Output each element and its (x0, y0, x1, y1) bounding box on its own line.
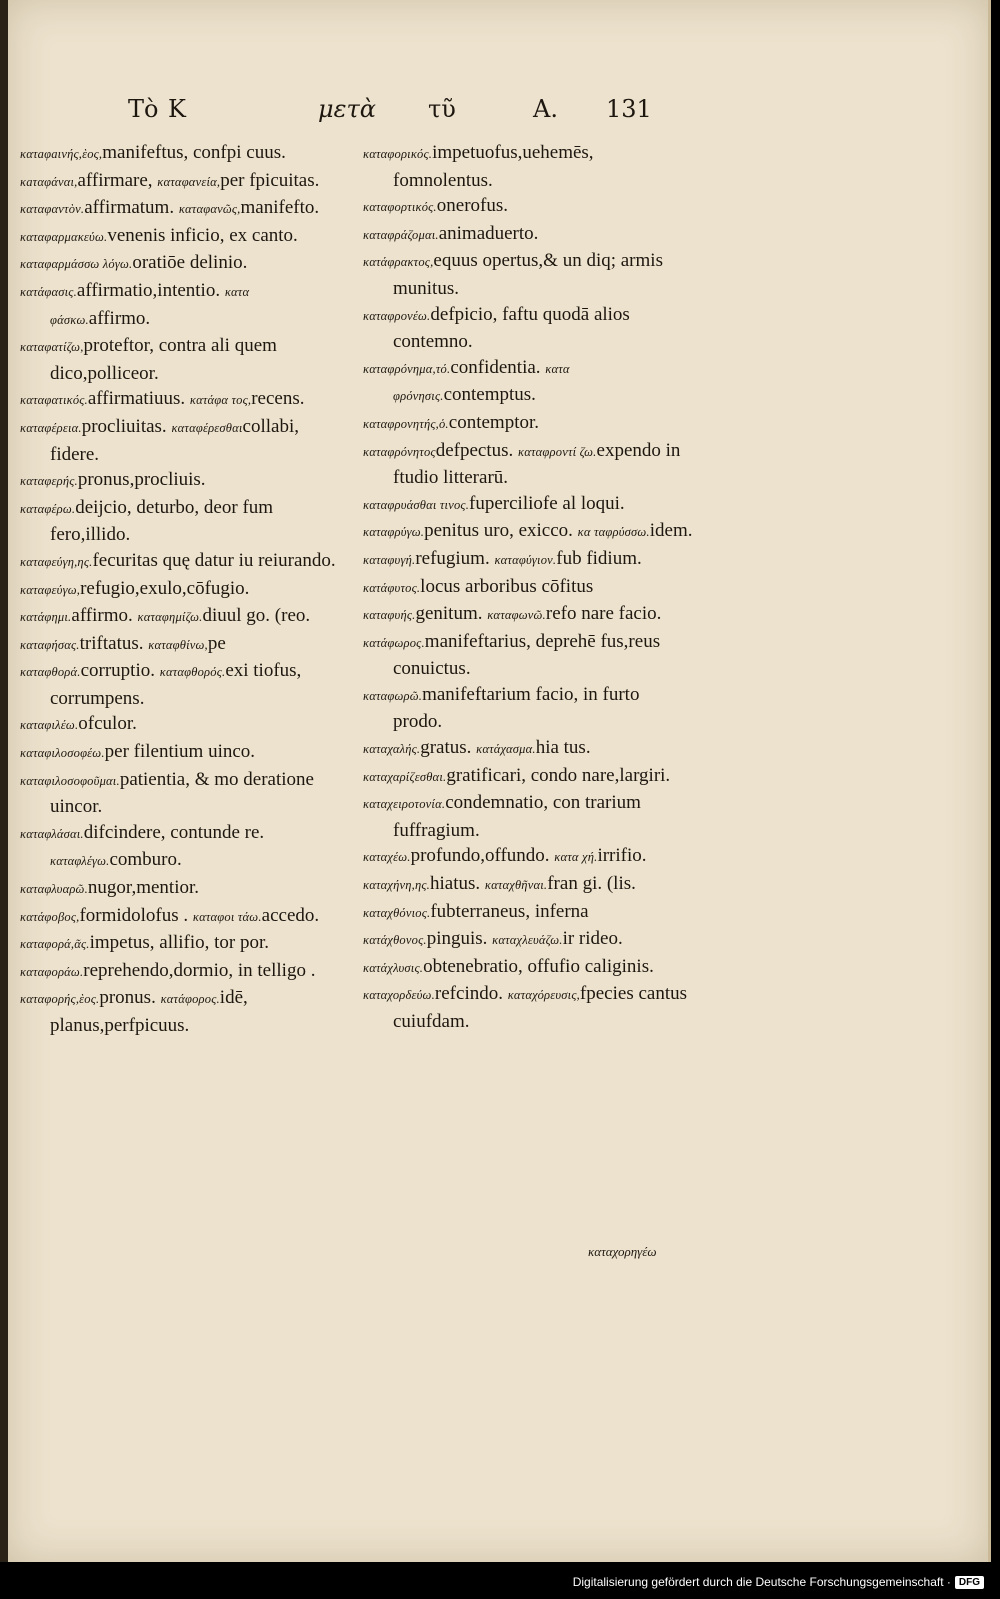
entry-headword: καταφωνῶ. (487, 608, 546, 623)
entry-gloss: pe (207, 632, 226, 654)
dictionary-entry (20, 548, 350, 576)
dictionary-entry (20, 414, 350, 467)
footer-text: Digitalisierung gefördert durch die Deutsche Forschungsgemeinschaft · (572, 1575, 951, 1589)
entry-gloss: fub fidium. (556, 547, 642, 569)
entry-headword: καταφιλέω. (20, 718, 79, 733)
dictionary-entry (363, 629, 693, 682)
entry-gloss: per filentium uinco. (104, 741, 256, 763)
catchword: καταχορηγέω (588, 1244, 657, 1259)
entry-gloss: impetus, allifio, tor por. (89, 932, 270, 954)
dictionary-entry (20, 631, 350, 659)
header-right2: A. (533, 95, 558, 123)
dfg-logo: DFG (955, 1576, 984, 1589)
left-column (20, 140, 350, 1039)
entry-gloss: manifeftarium facio, in furto prodo. (393, 683, 640, 733)
entry-gloss: procliuitas. (81, 415, 167, 437)
entry-gloss: affirmatio,intentio. (76, 279, 221, 301)
entry-gloss: exi tiofus, corrumpens. (50, 660, 302, 709)
entry-gloss: affirmo. (71, 605, 133, 627)
entry-headword: καταφημίζω. (137, 610, 203, 625)
entry-headword: καταφανεία, (157, 174, 221, 189)
entry-gloss: triftatus. (79, 632, 144, 654)
entry-headword: καταχθῆναι. (484, 878, 548, 893)
entry-headword: καταφορτικός. (363, 200, 437, 215)
dictionary-entry (363, 221, 693, 249)
entry-gloss: per fpicuitas. (220, 169, 320, 191)
entry-gloss: gratificari, condo nare,largiri. (446, 764, 671, 786)
dictionary-entry (363, 926, 693, 954)
entry-gloss: impetuofus,uehemēs, fomnolentus. (393, 142, 594, 191)
entry-gloss: animaduerto. (438, 222, 539, 244)
entry-headword: κατα φάσκω. (50, 284, 250, 327)
dictionary-entry (363, 193, 693, 221)
dictionary-entry (363, 491, 693, 519)
dictionary-entry (20, 278, 350, 333)
entry-gloss: manifefto. (240, 197, 320, 219)
entry-headword: καταφθορός. (159, 665, 226, 680)
entry-gloss: defpicio, faftu quodā alios contemno. (393, 303, 630, 353)
entry-headword: καταφιλοσοφέω. (20, 746, 105, 761)
dictionary-entry (363, 735, 693, 763)
entry-headword: καταφρονητής,ὁ. (363, 416, 449, 431)
dictionary-entry (20, 250, 350, 278)
header-mid: μετὰ (318, 95, 376, 123)
entry-gloss: affirmare, (77, 169, 153, 191)
entry-headword: κατάφοβος, (20, 909, 80, 924)
entry-headword: κατάχθονος. (363, 933, 427, 948)
header-left1: Τὸ (128, 95, 159, 123)
dictionary-entry (20, 386, 350, 414)
entry-headword: καταφατίζω, (20, 340, 84, 355)
entry-gloss: penitus uro, exicco. (424, 520, 573, 542)
entry-gloss: contemptus. (443, 384, 536, 406)
entry-headword: καταφθίνω, (148, 637, 208, 652)
page-number: 131 (606, 95, 652, 123)
dictionary-entry (20, 820, 350, 875)
dictionary-entry (20, 495, 350, 548)
dictionary-entry (20, 603, 350, 631)
entry-gloss: refo nare facio. (545, 603, 662, 625)
dictionary-entry (20, 195, 350, 223)
entry-headword: καταφοι τάω. (192, 909, 262, 924)
entry-gloss: reprehendo,dormio, in telligo . (83, 959, 316, 981)
entry-headword: καταφρυάσθαι τινος. (363, 497, 470, 512)
entry-headword: καταφράζομαι. (363, 227, 439, 242)
entry-gloss: pronus. (99, 987, 156, 1009)
entry-gloss: defpectus. (435, 439, 514, 461)
entry-headword: καταφρύγω. (363, 525, 425, 540)
entry-headword: καταφύγιον. (494, 552, 557, 567)
entry-headword: καταφατικός. (20, 393, 88, 408)
dictionary-entry (363, 843, 693, 871)
entry-gloss: fran gi. (lis. (547, 873, 636, 895)
entry-gloss: refcindo. (434, 983, 503, 1005)
dictionary-entry (363, 954, 693, 982)
dictionary-entry (20, 658, 350, 711)
entry-headword: καταφυγή. (363, 552, 416, 567)
dictionary-entry (20, 958, 350, 986)
entry-gloss: onerofus. (436, 195, 508, 217)
dictionary-entry (20, 739, 350, 767)
entry-headword: καταφορά,ᾶς. (20, 937, 90, 952)
entry-headword: κατaφaινής,ὲος, (20, 147, 103, 161)
entry-gloss: affirmatum. (84, 197, 175, 219)
dictionary-entry (20, 985, 350, 1038)
dictionary-entry (363, 248, 693, 301)
entry-gloss: oratiōe delinio. (132, 252, 248, 274)
running-header (128, 95, 688, 135)
entry-headword: καταφρόνητος (363, 444, 436, 459)
entry-gloss: diuul go. (reo. (202, 605, 311, 627)
dictionary-entry (363, 763, 693, 791)
entry-headword: καταφορής,ὲος. (20, 992, 100, 1007)
entry-headword: καταφυής. (363, 608, 416, 623)
entry-gloss: locus arboribus cōfitus (420, 575, 594, 597)
dictionary-entry (20, 467, 350, 495)
entry-gloss: pronus,procliuis. (77, 469, 206, 491)
entry-headword: καταφωρῶ. (363, 688, 423, 703)
entry-gloss: contemptor. (448, 411, 539, 433)
entry-gloss: equus opertus,& un diq; armis munitus. (393, 250, 663, 299)
entry-gloss: fubterraneus, inferna (430, 900, 589, 922)
entry-headword: κaταφάναι, (20, 174, 78, 189)
entry-headword: καταχαλής. (363, 742, 421, 757)
entry-headword: κατάφρακτος, (363, 255, 434, 270)
entry-headword: κατάφα τος, (189, 393, 252, 408)
dictionary-entry (363, 302, 693, 355)
entry-headword: καταχαρίζεσθαι. (363, 769, 447, 784)
entry-headword: καταφαρμακεύω. (20, 229, 108, 244)
dictionary-entry (20, 903, 350, 931)
dictionary-entry (363, 871, 693, 899)
entry-headword: καταφέρεια. (20, 420, 82, 435)
entry-headword: κα ταφρύσσω. (577, 525, 650, 540)
dictionary-entry (20, 333, 350, 386)
dictionary-entry (20, 767, 350, 820)
header-right1: τῦ (428, 95, 456, 123)
entry-headword: καταφερής. (20, 474, 78, 489)
entry-headword: καταφροντί ζω. (518, 444, 597, 459)
entry-gloss: idē, planus,perfpicuus. (50, 987, 248, 1036)
dictionary-entry (363, 574, 693, 602)
entry-headword: καταφανῶς, (178, 202, 241, 217)
entry-gloss: formidolofus . (79, 904, 189, 926)
entry-gloss: irrifio. (597, 845, 647, 867)
entry-gloss: pinguis. (426, 928, 488, 950)
dictionary-entry (20, 223, 350, 251)
dictionary-entry (20, 875, 350, 903)
dictionary-entry (363, 981, 693, 1034)
entry-gloss: hiatus. (429, 873, 481, 895)
entry-gloss: expendo in ftudio litterarū. (393, 439, 681, 489)
entry-headword: καταφήσας. (20, 637, 80, 652)
entry-headword: καταφεύγη,ης. (20, 554, 93, 569)
entry-gloss: refugium. (415, 547, 490, 569)
entry-gloss: collabi, fidere. (50, 415, 299, 465)
entry-gloss: fpecies cantus cuiufdam. (393, 983, 688, 1032)
entry-gloss: venenis inficio, ex canto. (107, 224, 298, 246)
entry-headword: καταφρόνημα,τό. (363, 361, 451, 376)
entry-headword: καταχόρευσις, (507, 988, 580, 1003)
entry-headword: καταφέρεσθαι (171, 420, 243, 435)
entry-headword: καταφεύγω, (20, 582, 81, 597)
entry-headword: καταφρονέω. (363, 308, 431, 323)
entry-gloss: affirmatiuus. (87, 388, 186, 410)
entry-headword: κατάφημι. (20, 610, 72, 625)
right-column (363, 140, 693, 1035)
entry-gloss: manifeftus, confpi cuus. (102, 142, 286, 163)
entry-gloss: obtenebratio, offufio caliginis. (423, 955, 654, 977)
entry-headword: καταφλυαρῶ. (20, 882, 88, 897)
dictionary-entry (363, 682, 693, 735)
dictionary-entry (363, 546, 693, 574)
entry-headword: καταχέω. (363, 850, 411, 865)
dictionary-entry (363, 790, 693, 843)
entry-headword: καταφθορά. (20, 665, 81, 680)
dictionary-entry (20, 711, 350, 739)
entry-gloss: proteftor, contra ali quem dico,polliceor. (50, 335, 277, 384)
dictionary-entry (20, 140, 350, 168)
dictionary-page (8, 0, 991, 1562)
entry-headword: καταχλευάζω. (492, 933, 563, 948)
entry-headword: καταφλέγω. (50, 854, 110, 869)
dictionary-entry (363, 601, 693, 629)
entry-gloss: hia tus. (535, 737, 591, 759)
entry-headword: κατάχλυσις. (363, 960, 424, 975)
entry-gloss: idem. (649, 520, 693, 542)
footer (573, 1569, 984, 1595)
entry-gloss: comburo. (109, 849, 182, 871)
dictionary-entry (363, 899, 693, 927)
entry-gloss: refugio,exulo,cōfugio. (80, 577, 250, 599)
book-spine (0, 0, 8, 1562)
entry-gloss: confidentia. (450, 356, 541, 378)
entry-headword: κατάφορος. (160, 992, 220, 1007)
entry-gloss: affirmo. (88, 307, 151, 329)
entry-headword: καταφαρμάσσω λόγω. (20, 257, 133, 272)
entry-headword: καταφέρω. (20, 501, 76, 516)
dictionary-entry (363, 438, 693, 491)
entry-gloss: genitum. (415, 603, 483, 625)
dictionary-entry (363, 410, 693, 438)
entry-gloss: corruptio. (80, 660, 155, 682)
entry-headword: καταφιλοσοφοῦμαι. (20, 773, 120, 788)
dictionary-entry (20, 930, 350, 958)
dictionary-entry (363, 140, 693, 193)
entry-gloss: gratus. (420, 737, 472, 759)
entry-gloss: deijcio, deturbo, deor fum fero,illido. (50, 496, 274, 546)
entry-headword: κατα χή. (554, 850, 598, 865)
dictionary-entry (363, 518, 693, 546)
entry-gloss: ir rideo. (562, 928, 623, 950)
entry-headword: κατα φρόνησις. (393, 361, 570, 404)
entry-headword: καταφορικός. (363, 147, 433, 161)
entry-headword: καταχθόνιος. (363, 905, 431, 920)
dictionary-entry (20, 576, 350, 604)
entry-headword: κατάχασμα. (476, 742, 536, 757)
entry-headword: καταφλάσαι. (20, 826, 84, 841)
entry-gloss: condemnatio, con trarium fuffragium. (393, 792, 641, 841)
entry-gloss: ofculor. (78, 713, 137, 735)
entry-headword: καταχορδεύω. (363, 988, 435, 1003)
entry-gloss: accedo. (261, 904, 320, 926)
entry-headword: κατάφασις. (20, 284, 77, 299)
entry-gloss: recens. (251, 388, 305, 410)
header-left2: K (168, 95, 186, 123)
entry-headword: κατάφωρος. (363, 635, 425, 650)
dictionary-entry (363, 355, 693, 410)
entry-gloss: fecuritas quę datur iu reiurando. (92, 549, 336, 571)
entry-headword: καταχήνη,ης. (363, 878, 430, 893)
entry-headword: κατάφυτος. (363, 580, 421, 595)
dictionary-entry (20, 168, 350, 196)
entry-gloss: patientia, & mo deratione uincor. (50, 768, 314, 818)
entry-gloss: profundo,offundo. (410, 845, 550, 867)
entry-gloss: difcindere, contunde re. (83, 821, 265, 843)
entry-gloss: fuperciliofe al loqui. (469, 492, 625, 514)
entry-gloss: nugor,mentior. (87, 877, 200, 899)
entry-headword: καταχειροτονία. (363, 797, 446, 812)
entry-headword: καταφαντὸν. (20, 202, 85, 217)
entry-gloss: manifeftarius, deprehē fus,reus conuictus. (393, 630, 661, 680)
entry-headword: καταφοράω. (20, 964, 84, 979)
